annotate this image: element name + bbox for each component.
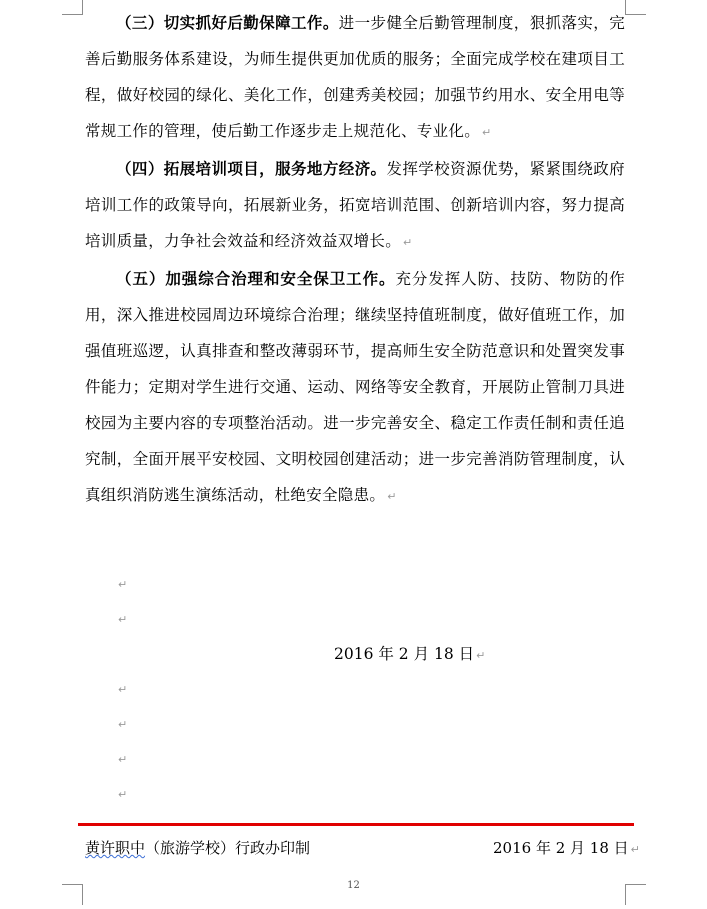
- paragraph-heading: （四）拓展培训项目，服务地方经济。: [116, 159, 387, 178]
- document-date: [334, 642, 485, 668]
- document-body: [85, 5, 625, 515]
- footer-date-text: 2016 年 2 月 18 日: [493, 839, 629, 857]
- empty-paragraph-mark: ↵: [118, 788, 128, 801]
- empty-paragraph-mark: ↵: [118, 753, 128, 766]
- paragraph-heading: （五）加强综合治理和安全保卫工作。: [116, 269, 396, 288]
- paragraph-mark: ↵: [482, 126, 492, 139]
- paragraph-training: [85, 151, 625, 261]
- footer-date: [493, 837, 640, 861]
- footer-issuer-school: 黄许职中: [85, 839, 146, 857]
- paragraph-text: 发挥学校资源优势，紧紧围绕政府培训工作的政策导向，拓展新业务，拓宽培训范围、创新培训内容，努力提高培训质量，力争社会效益和经济效益双增长。: [85, 160, 625, 250]
- paragraph-mark: ↵: [476, 649, 486, 662]
- footer-issuer-office: （旅游学校）行政办印制: [145, 839, 311, 857]
- paragraph-text: 充分发挥人防、技防、物防的作用，深入推进校园周边环境综合治理；继续坚持值班制度，做好值班工作，加强值班巡逻，认真排查和整改薄弱环节，提高师生安全防范意识和处置突发事件能力；定期对学生进行交通、运动、网络等安全教育，开展防止管制刀具进校园为主要内容的专项整治活动。进一步完善安全、稳定工作责任制和责任追究制，全面开展平安校园、文明校园创建活动；进一步完善消防管理制度，认真组织消防逃生演练活动，杜绝安全隐患。: [85, 270, 626, 504]
- footer-issuer: [85, 837, 310, 859]
- red-divider-rule: [78, 823, 634, 826]
- empty-paragraph-mark: ↵: [118, 613, 128, 626]
- paragraph-mark: ↵: [630, 843, 640, 856]
- paragraph-mark: ↵: [387, 490, 397, 503]
- crop-mark-top-left: [62, 0, 83, 15]
- empty-paragraph-mark: ↵: [118, 683, 128, 696]
- paragraph-text: 进一步健全后勤管理制度，狠抓落实，完善后勤服务体系建设，为师生提供更加优质的服务；全面完成学校在建项目工程，做好校园的绿化、美化工作，创建秀美校园；加强节约用水、安全用电等常规工作的管理，使后勤工作逐步走上规范化、专业化。: [85, 14, 625, 140]
- crop-mark-top-right: [625, 0, 646, 15]
- paragraph-heading: （三）切实抓好后勤保障工作。: [116, 13, 339, 32]
- paragraph-security: [85, 261, 625, 515]
- paragraph-mark: ↵: [403, 236, 413, 249]
- page-number: 12: [347, 880, 360, 891]
- paragraph-logistics: [85, 5, 625, 151]
- document-date-text: 2016 年 2 月 18 日: [334, 645, 475, 663]
- empty-paragraph-mark: ↵: [118, 578, 128, 591]
- empty-paragraph-mark: ↵: [118, 718, 128, 731]
